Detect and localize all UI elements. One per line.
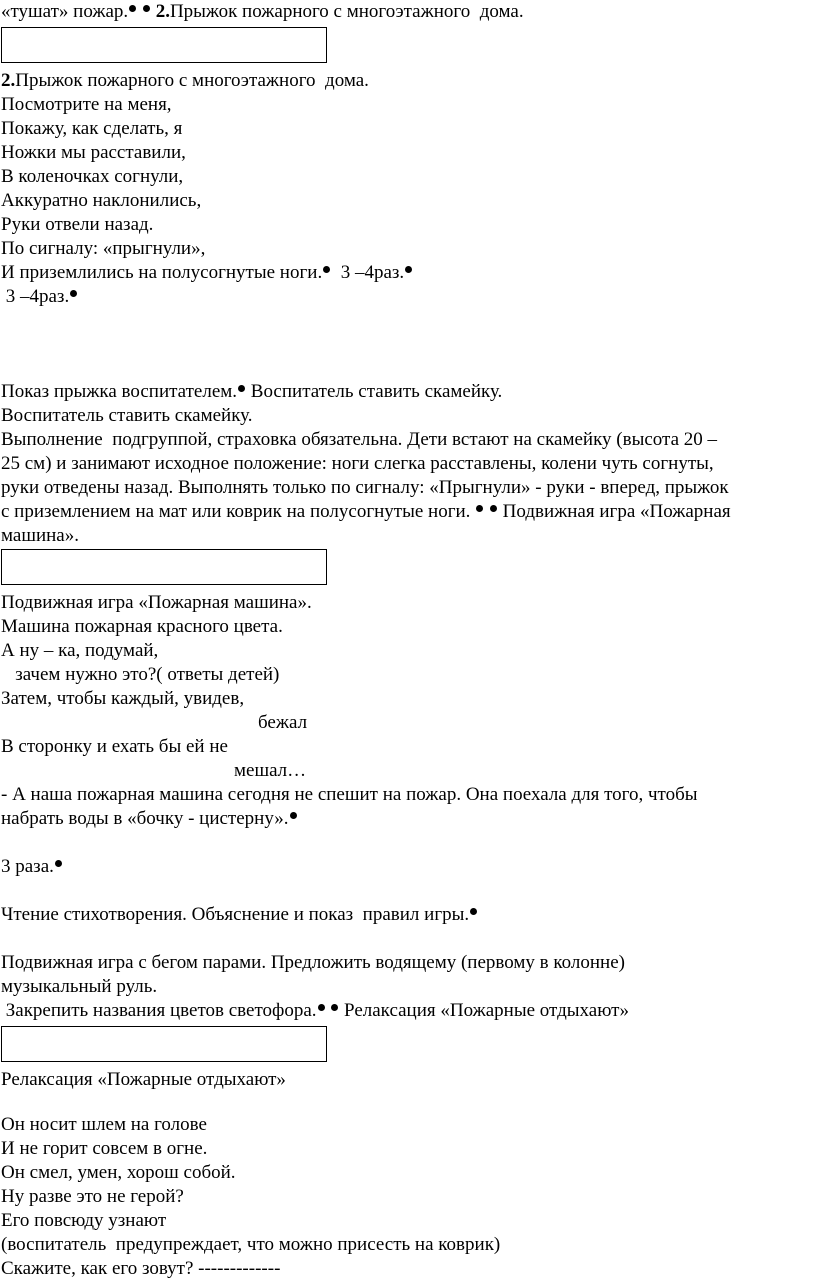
bullet-icon [476, 505, 483, 512]
text-line [1, 380, 502, 404]
empty-frame [1, 27, 327, 63]
text: Закрепить названия цветов светофора. [1, 1000, 317, 1021]
text: И приземлились на полусогнутые ноги. [1, 262, 323, 283]
line-1 [1, 0, 524, 24]
bullet-icon [143, 5, 150, 12]
bullet-icon [470, 908, 477, 915]
bullet-icon [238, 385, 245, 392]
poem-line: Скажите, как его зовут? ------------- [1, 1258, 281, 1279]
poem-line: Аккуратно наклонились, [1, 190, 202, 211]
paragraph-line: машина». [1, 525, 79, 546]
poem-line: Затем, чтобы каждый, увидев, [1, 688, 245, 709]
text: Релаксация «Пожарные отдыхают» [339, 1000, 629, 1021]
text: Воспитатель ставить скамейку. [246, 381, 503, 402]
paragraph-line: Выполнение подгруппой, страховка обязательна. Дети встают на скамейку (высота 20 – [1, 429, 717, 450]
text: Прыжок пожарного с многоэтажного дома. [169, 1, 524, 22]
poem-line: В коленочках согнули, [1, 166, 184, 187]
bullet-icon [318, 1004, 325, 1011]
paragraph-line [1, 807, 298, 831]
paragraph-line: - А наша пожарная машина сегодня не спешит на пожар. Она поехала для того, чтобы [1, 784, 698, 805]
poem-line: (воспитатель предупреждает, что можно присесть на коврик) [1, 1234, 501, 1255]
poem-line [1, 261, 413, 285]
text: набрать воды в «бочку - цистерну». [1, 808, 289, 829]
poem-line: мешал… [234, 760, 307, 781]
poem-line: По сигналу: «прыгнули», [1, 238, 206, 259]
bullet-icon [290, 812, 297, 819]
poem-line: В сторонку и ехать бы ей не [1, 736, 228, 757]
text-line [1, 855, 63, 879]
paragraph-line: Подвижная игра с бегом парами. Предложить водящему (первому в колонне) [1, 952, 625, 973]
empty-frame [1, 549, 327, 585]
text-line [1, 903, 478, 927]
text: 3 раза. [1, 856, 54, 877]
bullet-icon [55, 860, 62, 867]
poem-line: Он смел, умен, хорош собой. [1, 1162, 236, 1183]
poem-line: И не горит совсем в огне. [1, 1138, 208, 1159]
text: Чтение стихотворения. Объяснение и показ правил игры. [1, 904, 470, 925]
poem-line: Он носит шлем на голове [1, 1114, 207, 1135]
poem-line: Ну разве это не герой? [1, 1186, 184, 1207]
bullet-icon [129, 5, 136, 12]
bullet-icon [70, 290, 77, 297]
bullet-icon [331, 1004, 338, 1011]
heading-line [1, 69, 369, 93]
text-line: Воспитатель ставить скамейку. [1, 405, 253, 426]
poem-line: бежал [258, 712, 308, 733]
text: Подвижная игра «Пожарная [497, 501, 731, 522]
paragraph-line: руки отведены назад. Выполнять только по сигналу: «Прыгнули» - руки - вперед, прыжок [1, 477, 729, 498]
empty-frame [1, 1026, 327, 1062]
text-line [1, 285, 78, 309]
poem-line: зачем нужно это?( ответы детей) [1, 664, 280, 685]
poem-line: А ну – ка, подумай, [1, 640, 159, 661]
heading-line: Подвижная игра «Пожарная машина». [1, 592, 312, 613]
number: 2. [155, 1, 170, 22]
text: 3 –4раз. [335, 262, 405, 283]
bullet-icon [405, 266, 412, 273]
poem-line: Посмотрите на меня, [1, 94, 172, 115]
paragraph-line: 25 см) и занимают исходное положение: ноги слегка расставлены, колени чуть согнуты, [1, 453, 714, 474]
text: «тушат» пожар. [1, 1, 129, 22]
bullet-icon [490, 505, 497, 512]
paragraph-line [1, 999, 629, 1023]
text: 3 –4раз. [1, 286, 70, 307]
poem-line: Его повсюду узнают [1, 1210, 167, 1231]
paragraph-line [1, 500, 731, 524]
number: 2. [1, 70, 16, 91]
bullet-icon [323, 266, 330, 273]
poem-line: Машина пожарная красного цвета. [1, 616, 283, 637]
poem-line: Покажу, как сделать, я [1, 118, 183, 139]
poem-line: Руки отвели назад. [1, 214, 154, 235]
poem-line: Ножки мы расставили, [1, 142, 186, 163]
paragraph-line: музыкальный руль. [1, 976, 158, 997]
text: Прыжок пожарного с многоэтажного дома. [15, 70, 369, 91]
text: с приземлением на мат или коврик на полусогнутые ноги. [1, 501, 476, 522]
text: Показ прыжка воспитателем. [1, 381, 238, 402]
heading-line: Релаксация «Пожарные отдыхают» [1, 1069, 286, 1090]
